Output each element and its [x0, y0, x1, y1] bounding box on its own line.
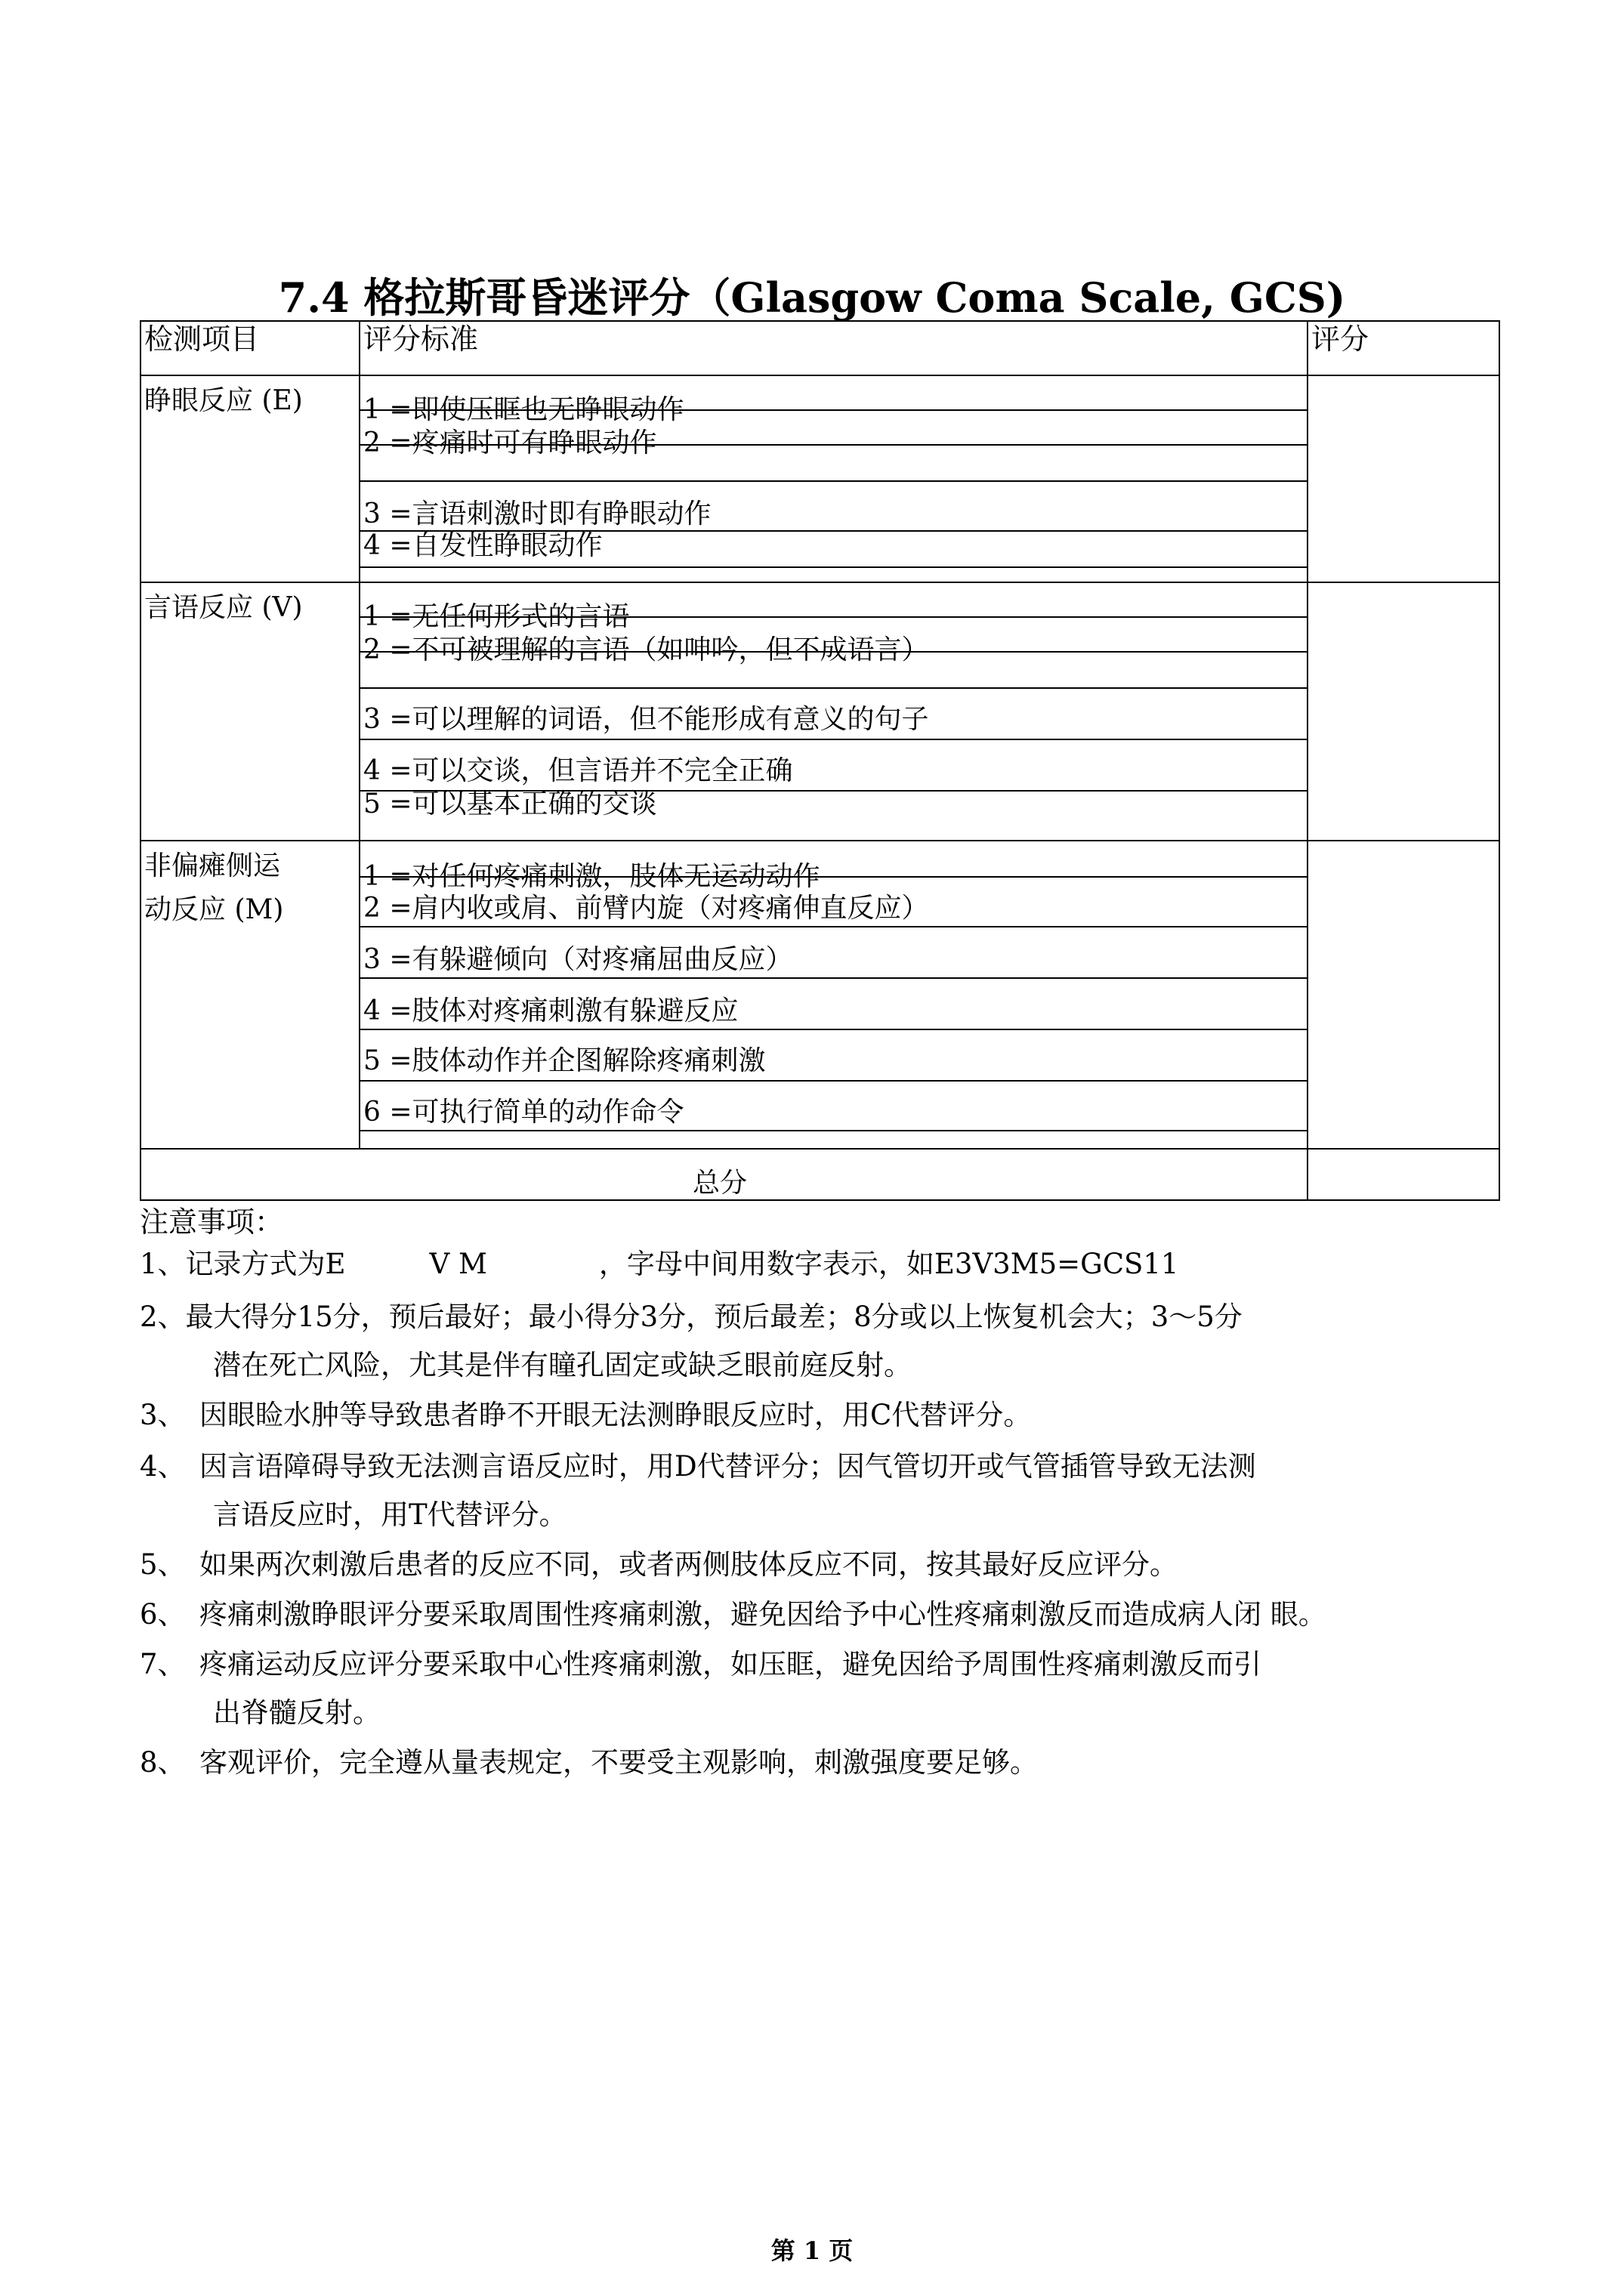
criteria-row: 1 =对任何疼痛刺激，肢体无运动动作	[363, 861, 820, 892]
criteria-row: 3 =有躲避倾向（对疼痛屈曲反应）	[363, 944, 793, 975]
table-divider	[141, 375, 1499, 376]
criteria-row: 2 =疼痛时可有睁眼动作	[363, 427, 657, 458]
criteria-row: 2 =肩内收或肩、前臂内旋（对疼痛伸直反应）	[363, 893, 929, 924]
note-item: 4、 因言语障碍导致无法测言语反应时，用D代替评分；因气管切开或气管插管导致无法测	[140, 1450, 1256, 1483]
table-divider	[359, 322, 360, 1148]
note-item: 言语反应时，用T代替评分。	[213, 1498, 567, 1531]
criteria-row: 6 =可执行简单的动作命令	[363, 1097, 684, 1128]
section-label-eye: 睁眼反应 (E)	[144, 385, 303, 416]
row-divider	[359, 1029, 1308, 1030]
row-divider	[359, 1080, 1308, 1082]
criteria-row: 2 =不可被理解的言语（如呻吟，但不成语言）	[363, 634, 929, 665]
page-title: 7.4 格拉斯哥昏迷评分（Glasgow Coma Scale, GCS)	[278, 273, 1346, 322]
criteria-row: 3 =言语刺激时即有睁眼动作	[363, 498, 712, 529]
section-label-verbal: 言语反应 (V)	[144, 592, 303, 623]
header-criteria: 评分标准	[363, 323, 479, 356]
criteria-row: 4 =可以交谈，但言语并不完全正确	[363, 755, 793, 786]
header-score: 评分	[1311, 323, 1369, 356]
section-label-motor: 动反应 (M)	[144, 894, 284, 925]
row-divider	[359, 687, 1308, 689]
row-divider	[359, 977, 1308, 979]
table-divider	[141, 1148, 1499, 1150]
table-divider	[141, 582, 1499, 583]
row-divider	[359, 1130, 1308, 1131]
criteria-row: 5 =肢体动作并企图解除疼痛刺激	[363, 1045, 766, 1076]
note-item: 1、记录方式为E V M ，字母中间用数字表示，如E3V3M5=GCS11	[140, 1248, 1179, 1280]
row-divider	[359, 739, 1308, 740]
page-number: 第 1 页	[770, 2236, 854, 2265]
row-divider	[359, 566, 1308, 568]
criteria-row: 3 =可以理解的词语，但不能形成有意义的句子	[363, 704, 929, 735]
note-item: 出脊髓反射。	[213, 1696, 381, 1729]
table-divider	[1307, 322, 1308, 1199]
section-label-motor: 非偏瘫侧运	[144, 850, 281, 881]
note-item: 7、 疼痛运动反应评分要采取中心性疼痛刺激，如压眶，避免因给予周围性疼痛刺激反而引	[140, 1648, 1262, 1680]
row-divider	[359, 926, 1308, 927]
criteria-row: 4 =肢体对疼痛刺激有躲避反应	[363, 995, 739, 1026]
header-item: 检测项目	[144, 323, 260, 356]
note-item: 6、 疼痛刺激睁眼评分要采取周围性疼痛刺激，避免因给予中心性疼痛刺激反而造成病人闭 眼。	[140, 1598, 1326, 1631]
table-divider	[141, 840, 1499, 841]
note-item: 2、最大得分15分，预后最好；最小得分3分，预后最差；8分或以上恢复机会大；3～5分	[140, 1301, 1243, 1333]
total-label: 总分	[693, 1168, 748, 1199]
note-item: 3、 因眼睑水肿等导致患者睁不开眼无法测睁眼反应时，用C代替评分。	[140, 1399, 1032, 1431]
note-item: 8、 客观评价，完全遵从量表规定，不要受主观影响，刺激强度要足够。	[140, 1746, 1039, 1779]
row-divider	[359, 480, 1308, 482]
criteria-row: 4 =自发性睁眼动作	[363, 530, 603, 561]
criteria-row: 1 =无任何形式的言语	[363, 601, 630, 632]
criteria-row: 1 =即使压眶也无睁眼动作	[363, 394, 684, 425]
note-item: 5、 如果两次刺激后患者的反应不同，或者两侧肢体反应不同，按其最好反应评分。	[140, 1548, 1178, 1581]
gcs-table	[140, 320, 1500, 1201]
notes-heading: 注意事项：	[140, 1205, 284, 1239]
note-item: 潜在死亡风险，尤其是伴有瞳孔固定或缺乏眼前庭反射。	[213, 1349, 912, 1381]
criteria-row: 5 =可以基本正确的交谈	[363, 789, 657, 819]
